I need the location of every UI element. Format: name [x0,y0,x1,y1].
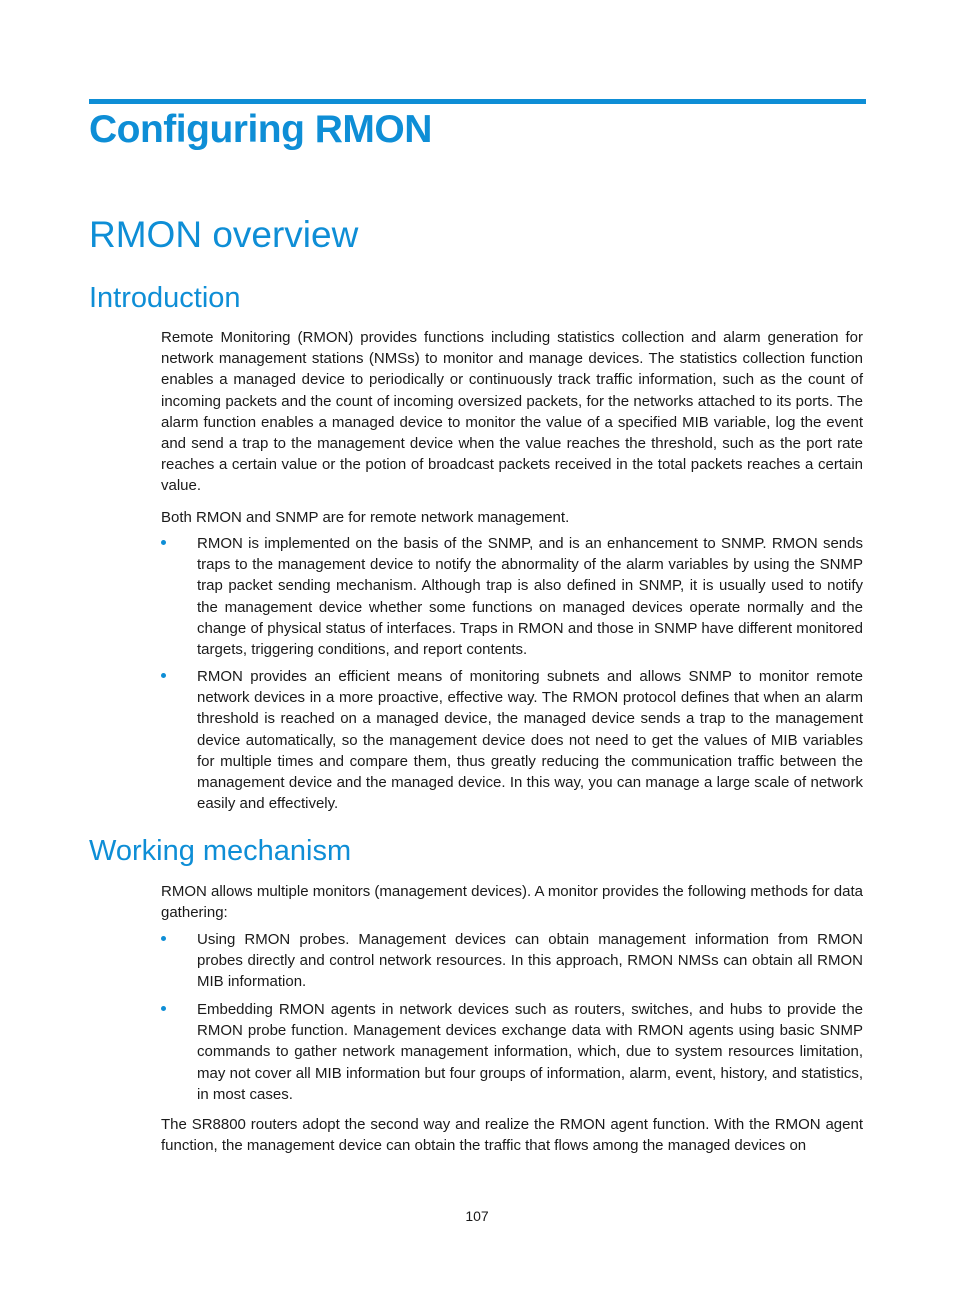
page-number: 107 [465,1208,489,1224]
list-item-text: Embedding RMON agents in network devices such as routers, switches, and hubs to provide the RMON probe function. Management devices exchange data with RMON agents using basic SNMP commands to gather network management information, which, due to system resources limitation, may not cover all MIB information but four groups of information, alarm, event, history, and statistics, in most cases. [197,1001,863,1103]
bullet-icon [161,936,166,941]
chapter-top-rule [89,99,866,104]
list-item-text: Using RMON probes. Management devices can obtain management information from RMON probes directly and control network resources. In this approach, RMON NMSs can obtain all RMON MIB information. [197,931,863,991]
working-mechanism-paragraph: RMON allows multiple monitors (management devices). A monitor provides the following methods for data gathering: [161,883,863,922]
introduction-heading: Introduction [89,282,241,314]
introduction-summary-paragraph: Both RMON and SNMP are for remote network management. [161,509,570,526]
bullet-icon [161,540,166,545]
bullet-icon [161,673,166,678]
chapter-title: Configuring RMON [89,108,432,151]
list-item-text: RMON is implemented on the basis of the SNMP, and is an enhancement to SNMP. RMON sends traps to the management device to notify the abnormality of the alarm variables by using the SNMP trap packet sending mechanism. Although trap is also defined in SNMP, it is usually used to notify the management device whether some functions on managed devices operate normally and the change of physical status of interfaces. Traps in RMON and those in SNMP have different monitored targets, triggering conditions, and report contents. [197,535,863,659]
sr8800-paragraph: The SR8800 routers adopt the second way and realize the RMON agent function. With the RMON agent function, the management device can obtain the traffic that flows among the managed devices on [161,1116,863,1155]
bullet-icon [161,1006,166,1011]
working-mechanism-heading: Working mechanism [89,835,352,867]
introduction-paragraph: Remote Monitoring (RMON) provides functions including statistics collection and alarm generation for network management stations (NMSs) to monitor and manage devices. The statistics collection function enables a managed device to periodically or continuously track traffic information, such as the count of incoming packets and the count of incoming oversized packets, for the networks attached to its ports. The alarm function enables a managed device to monitor the value of a specified MIB variable, log the event and send a trap to the management device when the value reaches the threshold, such as the port rate reaches a certain value or the potion of broadcast packets received in the total packets reaches a certain value. [161,329,863,495]
section-title: RMON overview [89,214,359,255]
list-item-text: RMON provides an efficient means of monitoring subnets and allows SNMP to monitor remote network devices in a more proactive, effective way. The RMON protocol defines that when an alarm threshold is reached on a managed device, the managed device sends a trap to the management device automatically, so the management device does not need to get the values of MIB variables for multiple times and compare them, thus greatly reducing the communication traffic between the management device and the managed device. In this way, you can manage a large scale of network easily and effectively. [197,668,863,813]
